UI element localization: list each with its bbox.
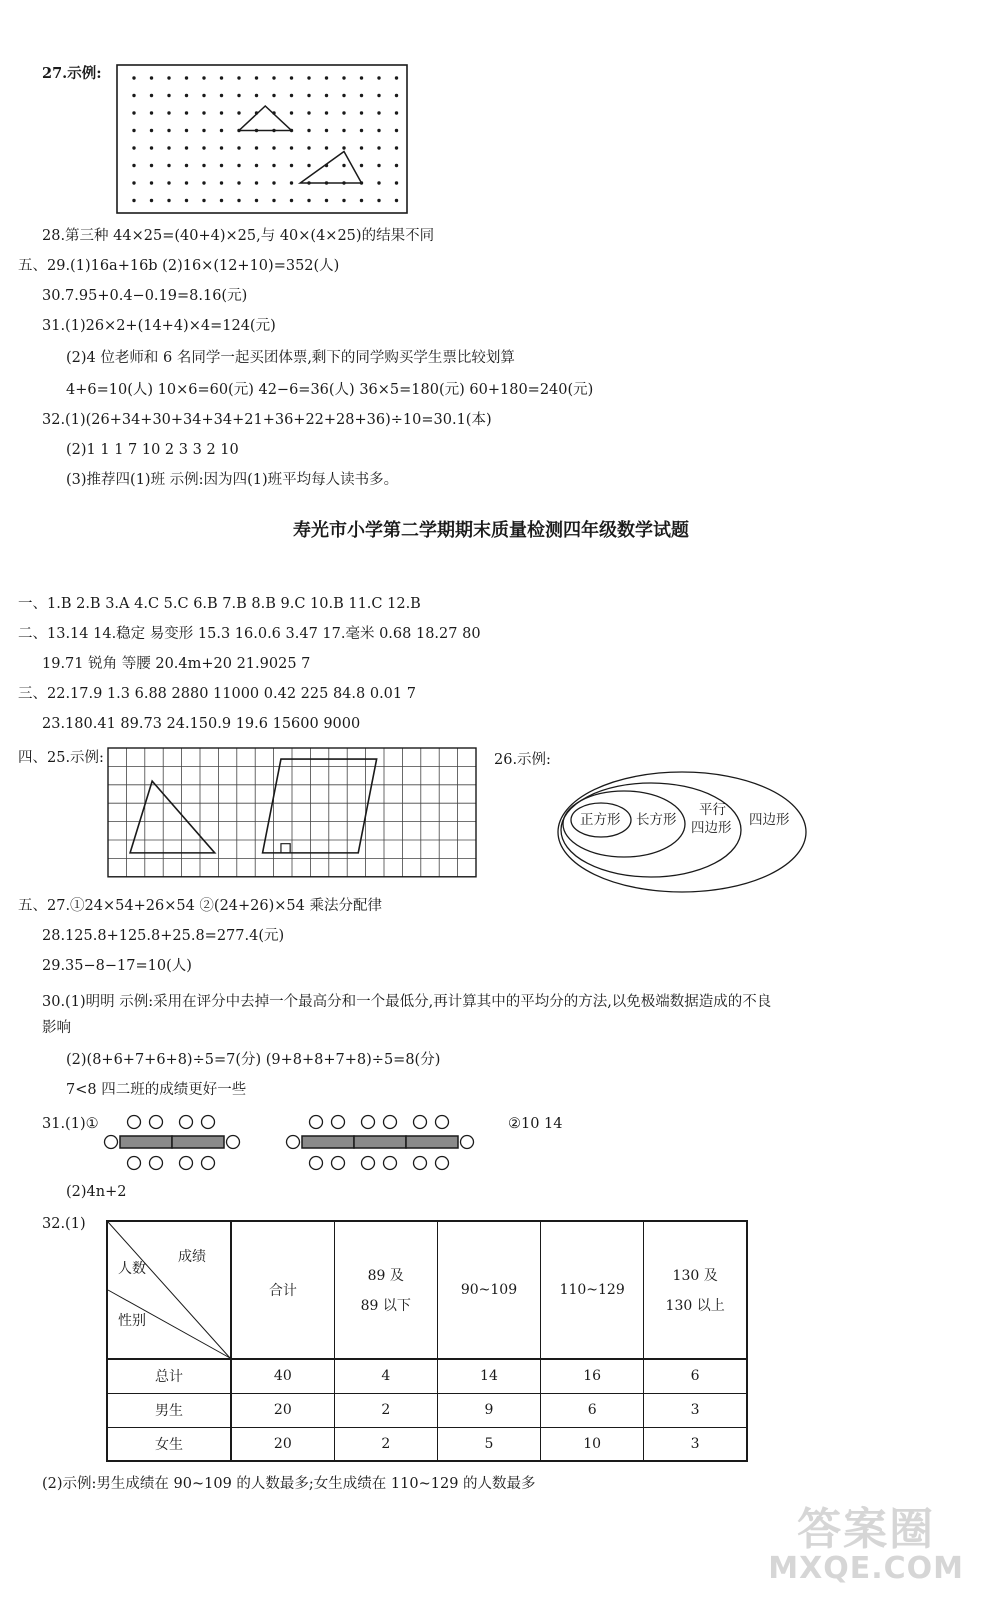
q32-line2: (2)1 1 1 7 10 2 3 3 2 10: [66, 442, 239, 458]
corner-score: 成绩: [178, 1249, 206, 1265]
table-row: [107, 1359, 747, 1393]
q31-label: 31.(1)①: [42, 1116, 99, 1132]
venn-diagram: [556, 770, 808, 894]
q28-answer: 28.第三种 44×25=(40+4)×25,与 40×(4×25)的结果不同: [42, 228, 435, 244]
section3-answers-cont: 23.180.41 89.73 24.150.9 19.6 15600 9000: [42, 716, 361, 732]
q30-answer: 30.7.95+0.4−0.19=8.16(元): [42, 288, 248, 304]
desk-arrangement-1: [104, 1110, 244, 1174]
table-cell: 20: [231, 1393, 334, 1427]
corner-count: 人数: [118, 1261, 146, 1277]
table-cell: 16: [541, 1359, 644, 1393]
score-table: [106, 1220, 748, 1462]
row-label: 总计: [107, 1359, 231, 1393]
q32-line1: 32.(1)(26+34+30+34+34+21+36+22+28+36)÷10=30.1(本): [42, 412, 492, 428]
table-cell: 10: [541, 1427, 644, 1461]
q26-label: 26.示例:: [494, 752, 551, 768]
row-label: 女生: [107, 1427, 231, 1461]
table-cell: 5: [437, 1427, 540, 1461]
venn-parallelogram-line1: 平行: [699, 802, 726, 818]
header-90-109: 90~109: [437, 1221, 540, 1359]
watermark: 答案圈 MXQE.COM: [768, 1504, 964, 1586]
table-cell: 20: [231, 1427, 334, 1461]
q30-line2: 影响: [42, 1020, 71, 1036]
table-cell: 3: [644, 1427, 747, 1461]
q31-line3: 4+6=10(人) 10×6=60(元) 42−6=36(人) 36×5=180(元) 60+180=240(元): [66, 382, 594, 398]
q31-line2: (2)4 位老师和 6 名同学一起买团体票,剩下的同学购买学生票比较划算: [66, 350, 515, 366]
q30-line1: 30.(1)明明 示例:采用在评分中去掉一个最高分和一个最低分,再计算其中的平均分的方法,以免极端数据造成的不良: [42, 994, 772, 1010]
q30-line4: 7<8 四二班的成绩更好一些: [66, 1082, 247, 1098]
header-total: 合计: [231, 1221, 334, 1359]
q27-answer: 五、27.①24×54+26×54 ②(24+26)×54 乘法分配律: [18, 898, 382, 914]
desk-arrangement-2: [286, 1110, 496, 1174]
row-label: 男生: [107, 1393, 231, 1427]
table-cell: 2: [334, 1427, 437, 1461]
table-cell: 3: [644, 1393, 747, 1427]
venn-square: 正方形: [580, 812, 621, 828]
q29-answer-2: 29.35−8−17=10(人): [42, 958, 192, 974]
q28-answer-2: 28.125.8+125.8+25.8=277.4(元): [42, 928, 285, 944]
q32-part2: (2)示例:男生成绩在 90~109 的人数最多;女生成绩在 110~129 的人数最多: [42, 1476, 536, 1492]
corner-gender: 性别: [118, 1313, 146, 1329]
header-89-below: 89 及 89 以下: [334, 1221, 437, 1359]
table-cell: 4: [334, 1359, 437, 1393]
q31-part2: (2)4n+2: [66, 1184, 127, 1200]
table-row: [107, 1393, 747, 1427]
venn-quadrilateral: 四边形: [749, 812, 790, 828]
section2-answers: 二、13.14 14.稳定 易变形 15.3 16.0.6 3.47 17.毫米 0.68 18.27 80: [18, 626, 481, 642]
table-cell: 6: [644, 1359, 747, 1393]
dot-grid-figure: [116, 64, 408, 214]
q29-answer: 五、29.(1)16a+16b (2)16×(12+10)=352(人): [18, 258, 340, 274]
section1-answers: 一、1.B 2.B 3.A 4.C 5.C 6.B 7.B 8.B 9.C 10.B 11.C 12.B: [18, 596, 421, 612]
section3-answers: 三、22.17.9 1.3 6.88 2880 11000 0.42 225 84.8 0.01 7: [18, 686, 416, 702]
venn-rectangle: 长方形: [636, 812, 677, 828]
q30-line3: (2)(8+6+7+6+8)÷5=7(分) (9+8+8+7+8)÷5=8(分): [66, 1052, 441, 1068]
venn-parallelogram-line2: 四边形: [691, 820, 732, 836]
q32-label: 32.(1): [42, 1216, 86, 1232]
table-cell: 14: [437, 1359, 540, 1393]
table-cell: 40: [231, 1359, 334, 1393]
q31-line1: 31.(1)26×2+(14+4)×4=124(元): [42, 318, 276, 334]
header-130-above: 130 及 130 以上: [644, 1221, 747, 1359]
square-grid-figure: [108, 748, 478, 878]
table-corner-cell: [107, 1221, 231, 1359]
q25-label: 四、25.示例:: [18, 750, 104, 766]
table-cell: 2: [334, 1393, 437, 1427]
table-cell: 9: [437, 1393, 540, 1427]
page-title: 寿光市小学第二学期期末质量检测四年级数学试题: [293, 520, 689, 541]
q27-label: 27.示例:: [42, 65, 102, 82]
section2-answers-cont: 19.71 锐角 等腰 20.4m+20 21.9025 7: [42, 656, 311, 672]
header-110-129: 110~129: [541, 1221, 644, 1359]
table-row: [107, 1427, 747, 1461]
q31-answer-2: ②10 14: [508, 1116, 563, 1132]
q32-line3: (3)推荐四(1)班 示例:因为四(1)班平均每人读书多。: [66, 472, 399, 488]
table-cell: 6: [541, 1393, 644, 1427]
